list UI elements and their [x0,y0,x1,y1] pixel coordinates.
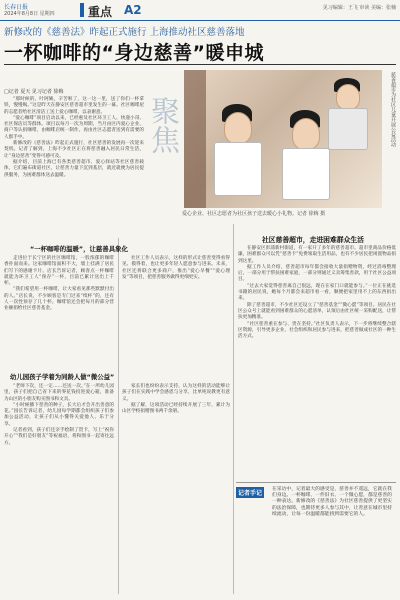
child-shirt [282,148,330,200]
reporter-notes-text: 在采访中，记者最大的感受是，慈善并不遥远，它就在我们身边。一杯咖啡、一件旧衣、一个微心愿，都是慈善的一种表达。新修改的《慈善法》为社区慈善提供了更坚实的法治保障，也期待更多人参与其中，让善意在城市里持续流动，让每一份温暖都能找到需要它的人。 [272,487,392,517]
section-two-subhead: 幼儿园孩子学着为同龄人做“微公益” [10,373,115,381]
lead-paragraph: “爱心咖啡”项目启动以来，已经惠及社区环卫工人、快递小哥、社区保洁员等群体。项目以每月一次为周期，当月由区内爱心企业、商户等认捐咖啡，由咖啡店统一制作，再由社区志愿者送到有需要的人群手中。 [4,115,144,140]
child-face [224,112,252,144]
child-face [336,84,360,110]
feature-seal-text: 聚焦 [147,96,181,154]
section-name: 重点 [88,5,113,19]
child-shirt [328,108,368,150]
column-divider [118,238,119,594]
section-two-paragraph: “老师下次，还一定……还送一次。”在一所幼儿园里，孩子们把自己省下来的零花钱投进爱心箱，准备为山区的小朋友购买图书和文具。 [4,384,114,402]
headline-rule [4,64,396,65]
reporter-notes-box [236,482,396,593]
right-paragraph: “社区慈善重在参与、贵在坚持。”社区负责人表示，下一步将继续整合辖区资源，引导更多企业、社会组织和居民参与进来，把慈善做成社区的一种生活方式。 [238,321,396,340]
masthead [0,0,400,21]
lead-column [4,97,144,179]
kicker: 新修改的《慈善法》昨起正式施行 上海推动社区慈善落地 [4,27,245,38]
photo-caption: 爱心企业、社区志愿者为社区孩子送去暖心小礼物。记者 徐梅 摄 [182,211,326,217]
reporter-notes-title: 记者手记 [236,487,264,498]
right-paragraph: “过去大家觉得慈善离自己很远，现在在家门口就能参与。”一位正在挑选书籍的居民说，她每个月都会来超市看一看，顺便把家里用不上的东西捐出来。 [238,283,396,302]
photo-side-caption: 慈善超市为社区儿童开展公益活动 [390,72,396,147]
section-marker [80,3,84,17]
child-shirt [214,142,262,196]
editor-credits: 见习编辑：王飞 审读 美编：张楠 [322,5,396,11]
column-divider [233,224,234,594]
child-face [292,118,320,150]
section-two-paragraph: 记者看到，孩子们还亲手绘制了贺卡，写上“祝你开心”“我们是好朋友”等祝福语，将和图书一起寄往远方。 [4,428,114,446]
right-paragraph: 据工作人员介绍，慈善超市每年都会接收大量捐赠物资，经过消毒整理后，一部分用于帮扶困难家庭，一部分则通过义卖筹集善款，用于社区公益项目。 [238,264,396,283]
issue-date: 2024年8月8日 星期四 [4,11,55,17]
section-one-paragraph: “我们希望用一杯咖啡，让大家看见那些默默付出的人。”店长说，不少顾客是专门过来“续杯”的，还有人一次性预存了几十杯。咖啡馆还会把每月的部分营业额捐给社区慈善基金。 [4,287,114,312]
section-one-paragraph: 社区工作人员表示，这样的形式让慈善变得看得见、摸得着，也让更多年轻人愿意参与进来。未来，社区还将联合更多商户，推出“爱心早餐”“爱心理发”等项目，把慈善服务做得更细更实。 [122,256,230,280]
section-one-column-a [4,256,114,313]
news-photo [184,70,382,208]
right-paragraph: 除了慈善超市，不少社区还设立了“慈善基金”“微心愿”等项目。居民在社区公众号上就能看到困难群众的心愿清单，认领后由社区统一采购配送，让帮扶更加精准。 [238,302,396,321]
section-one-column-b [122,256,230,281]
lead-paragraph: 新修改的《慈善法》昨起正式施行，社区慈善的发展再一次迎来契机。记者了解到，上海不少社区正在将慈善融入居民日常生活，让“身边慈善”变得可感可及。 [4,141,144,159]
section-one-subhead: “一杯咖啡的温暖”，让慈善具象化 [30,245,128,253]
right-subhead: 社区慈善超市，走进困难群众生活 [262,236,364,244]
byline: □记者 夏天 见习记者 徐梅 [4,89,64,95]
right-column [238,246,396,340]
page-headline: 一杯咖啡的“身边慈善”暖申城 [4,42,264,64]
paper-name: 长春日报 [4,4,29,11]
lead-paragraph: 据介绍，目前上海已有各类慈善超市、爱心驿站等社区慈善载体，它们遍布街道社区，让慈善力量下沉到基层，就近就便为居民提供服务，为困难群体送去温暖。 [4,159,144,178]
section-two-paragraph: 家长们也纷纷表示支持，认为这样的活动能够让孩子们在实践中学会感恩与分享，比单纯说教更有意义。 [122,384,230,402]
page-number: A2 [124,3,142,17]
photo-background-figure [184,70,206,208]
section-two-column-b [122,384,230,415]
section-two-column-a [4,384,114,447]
section-two-paragraph: 据了解，这项活动已经持续开展了三年，累计为山区学校捐赠图书两千余册。 [122,402,230,415]
right-paragraph: 在静安区彭浦新村街道，有一家开了多年的慈善超市。超市里商品价格低廉，困难群众可以凭“慈善卡”免费领取生活用品，也有不少居民把闲置物品捐到这里。 [238,246,396,264]
lead-paragraph: “那时候的，叶阿姨，辛苦啦了，这一这一里，送了你们一杯拿铁，慢慢喝。”这是昨天在静安区慈善超市里发生的一幕。社区咖啡屋的志愿者给社区清洁工送上爱心咖啡，以表谢意。 [4,97,144,115]
section-two-paragraph: “小时候播下慈善的种子，长大后才会开出善意的花。”园长告诉记者，幼儿园每学期都会组织孩子们参加公益活动，让孩子们从小懂得关爱他人、乐于分享。 [4,402,114,427]
section-one-paragraph: 走进位于长宁区的社区咖啡馆，一股浓郁的咖啡香扑面而来。这家咖啡馆面积不大，墙上挂满了居民们写下的感谢卡片。店长告诉记者，顾客点一杯咖啡就能为环卫工人“预存”一杯，目前已累计送出上千杯。 [4,256,114,287]
